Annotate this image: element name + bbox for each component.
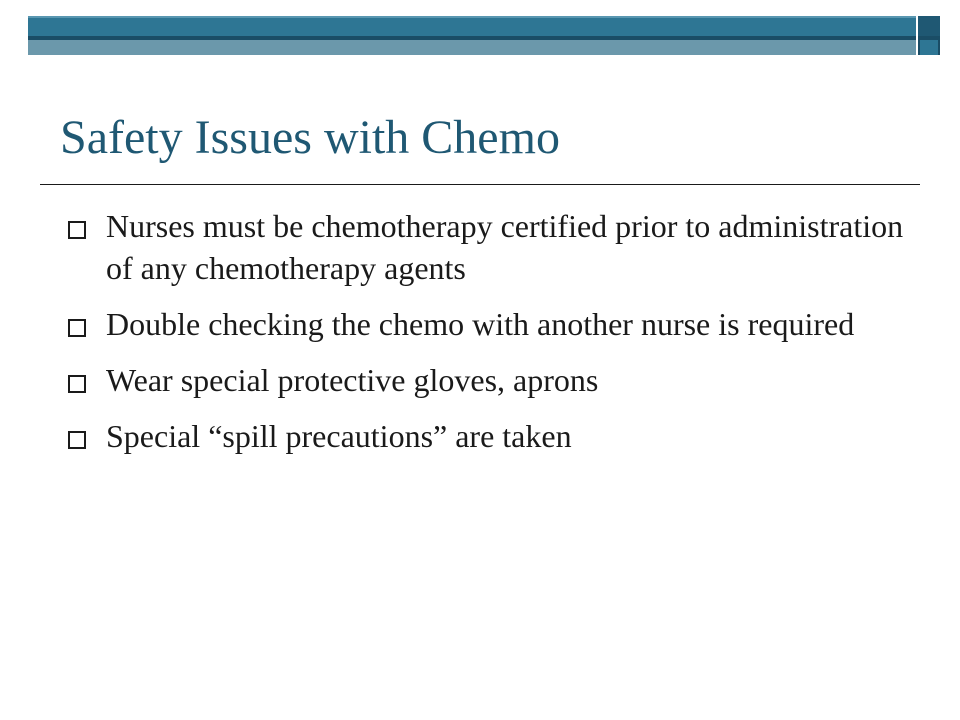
hollow-square-icon — [68, 375, 86, 393]
bullet-list — [60, 205, 920, 471]
hollow-square-icon — [68, 319, 86, 337]
slide-title: Safety Issues with Chemo — [60, 111, 560, 164]
banner-stripe-light — [28, 16, 916, 36]
bullet-text: Wear special protective gloves, aprons — [106, 362, 599, 398]
header-banner — [28, 16, 916, 55]
hollow-square-icon — [68, 431, 86, 449]
corner-block-bottom — [920, 40, 938, 55]
title-divider — [40, 184, 920, 185]
bullet-item — [60, 205, 920, 289]
bullet-text: Nurses must be chemotherapy certified prior to administration of any chemotherapy agents — [106, 208, 904, 286]
bullet-text: Double checking the chemo with another nurse is required — [106, 306, 855, 342]
bullet-item — [60, 415, 920, 457]
bullet-item — [60, 359, 920, 401]
bullet-item — [60, 303, 920, 345]
bullet-text: Special “spill precautions” are taken — [106, 418, 572, 454]
banner-corner-block — [918, 16, 940, 55]
hollow-square-icon — [68, 221, 86, 239]
banner-stripe-lower — [28, 40, 916, 55]
corner-block-top — [918, 16, 940, 36]
